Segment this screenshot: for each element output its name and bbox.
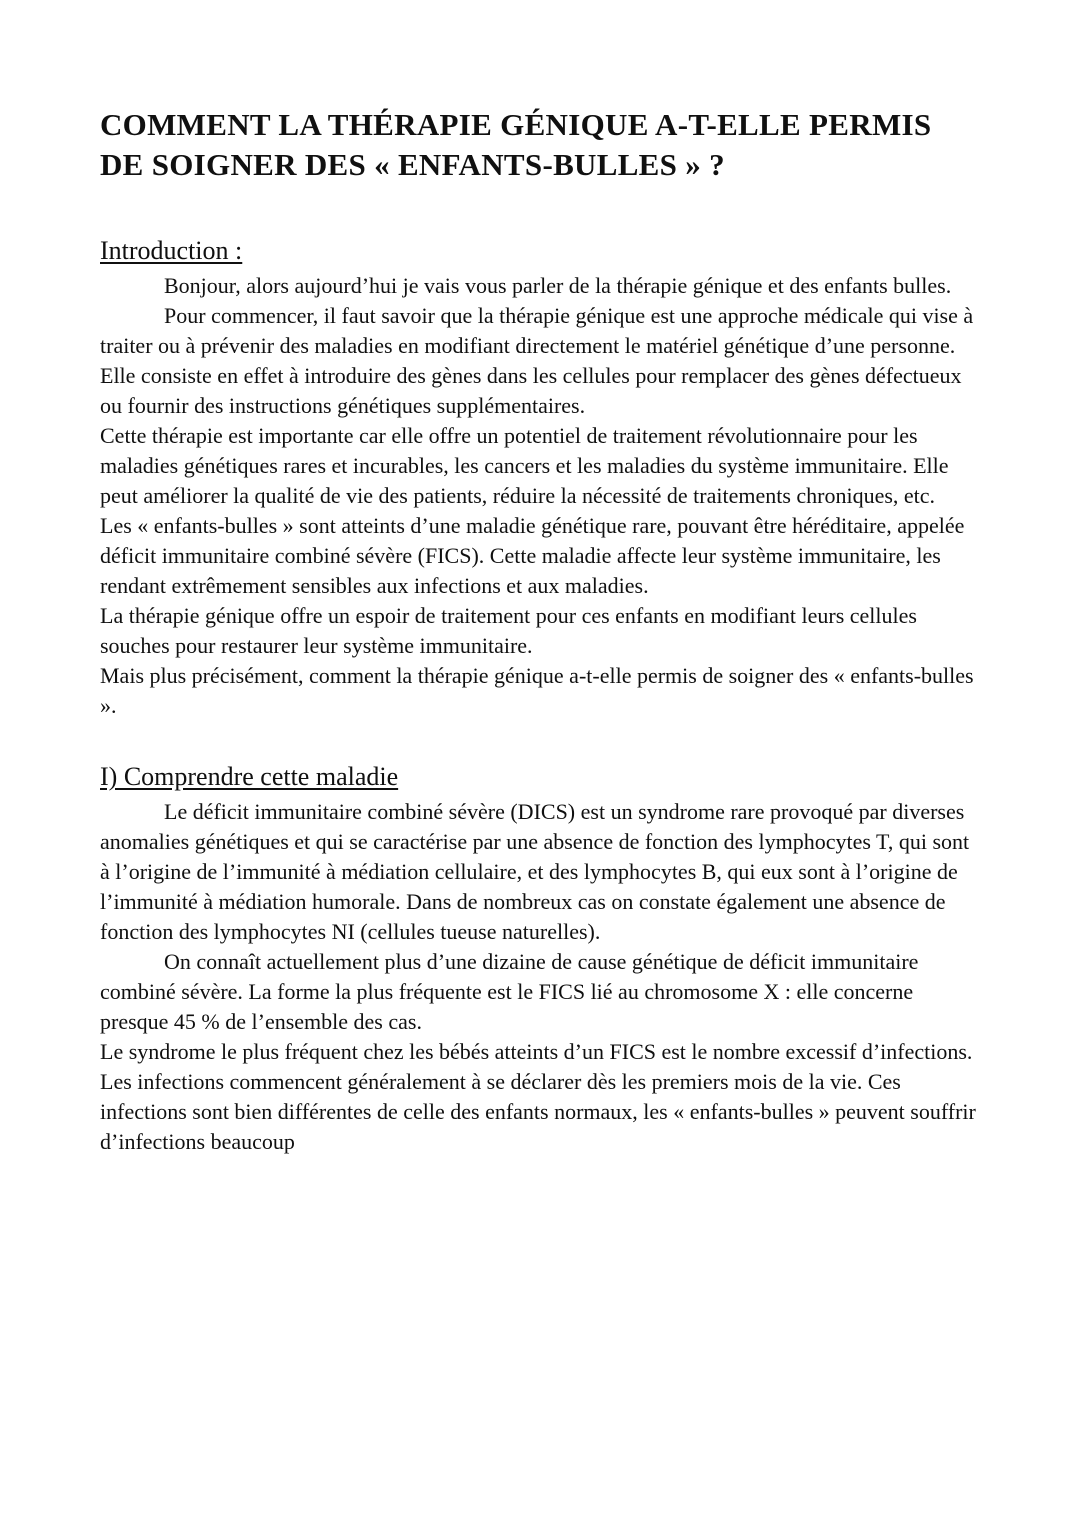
section-heading-comprendre-cette-maladie: I) Comprendre cette maladie bbox=[100, 762, 399, 791]
paragraph-intro-5: La thérapie génique offre un espoir de traitement pour ces enfants en modifiant leurs cellules souches pour restaurer leur système immunitaire. bbox=[100, 603, 917, 658]
section-comprendre-cette-maladie bbox=[100, 761, 980, 1157]
paragraph-intro-6: Mais plus précisément, comment la thérapie génique a-t-elle permis de soigner des « enfants-bulles ». bbox=[100, 663, 974, 718]
paragraph-intro-4: Les « enfants-bulles » sont atteints d’une maladie génétique rare, pouvant être héréditaire, appelée déficit immunitaire combiné sévère (FICS). Cette maladie affecte leur système immunitaire, les rendant extrêmement sensibles aux infections et aux maladies. bbox=[100, 513, 965, 598]
paragraph-maladie-2: On connaît actuellement plus d’une dizaine de cause génétique de déficit immunitaire combiné sévère. La forme la plus fréquente est le FICS lié au chromosome X : elle concerne presque 45 % de l’ensemble des cas. bbox=[100, 949, 919, 1034]
document-title: COMMENT LA THÉRAPIE GÉNIQUE A-T-ELLE PERMIS DE SOIGNER DES « ENFANTS-BULLES » ? bbox=[100, 107, 932, 182]
paragraph-intro-1: Bonjour, alors aujourd’hui je vais vous parler de la thérapie génique et des enfants bulles. bbox=[164, 273, 952, 298]
section-heading-introduction: Introduction : bbox=[100, 236, 243, 265]
paragraph-maladie-1: Le déficit immunitaire combiné sévère (DICS) est un syndrome rare provoqué par diverses anomalies génétiques et qui se caractérise par une absence de fonction des lymphocytes T, qui sont à l’origine de l’immunité à médiation cellulaire, et des lymphocytes B, qui eux sont à l’origine de l’immunité à médiation humorale. Dans de nombreux cas on constate également une absence de fonction des lymphocytes NI (cellules tueuse naturelles). bbox=[100, 799, 970, 944]
paragraph-maladie-3: Le syndrome le plus fréquent chez les bébés atteints d’un FICS est le nombre excessif d’infections. Les infections commencent généralement à se déclarer dès les premiers mois de la vie. Ces infections sont bien différentes de celle des enfants normaux, les « enfants-bulles » peuvent souffrir d’infections beaucoup bbox=[100, 1039, 976, 1154]
paragraph-intro-3: Cette thérapie est importante car elle offre un potentiel de traitement révolutionnaire pour les maladies génétiques rares et incurables, les cancers et les maladies du système immunitaire. Elle peut améliorer la qualité de vie des patients, réduire la nécessité de traitements chroniques, etc. bbox=[100, 423, 949, 508]
paragraph-intro-2: Pour commencer, il faut savoir que la thérapie génique est une approche médicale qui vise à traiter ou à prévenir des maladies en modifiant directement le matériel génétique d’une personne. Elle consiste en effet à introduire des gènes dans les cellules pour remplacer des gènes défectueux ou fournir des instructions génétiques supplémentaires. bbox=[100, 303, 974, 418]
section-introduction bbox=[100, 235, 980, 721]
